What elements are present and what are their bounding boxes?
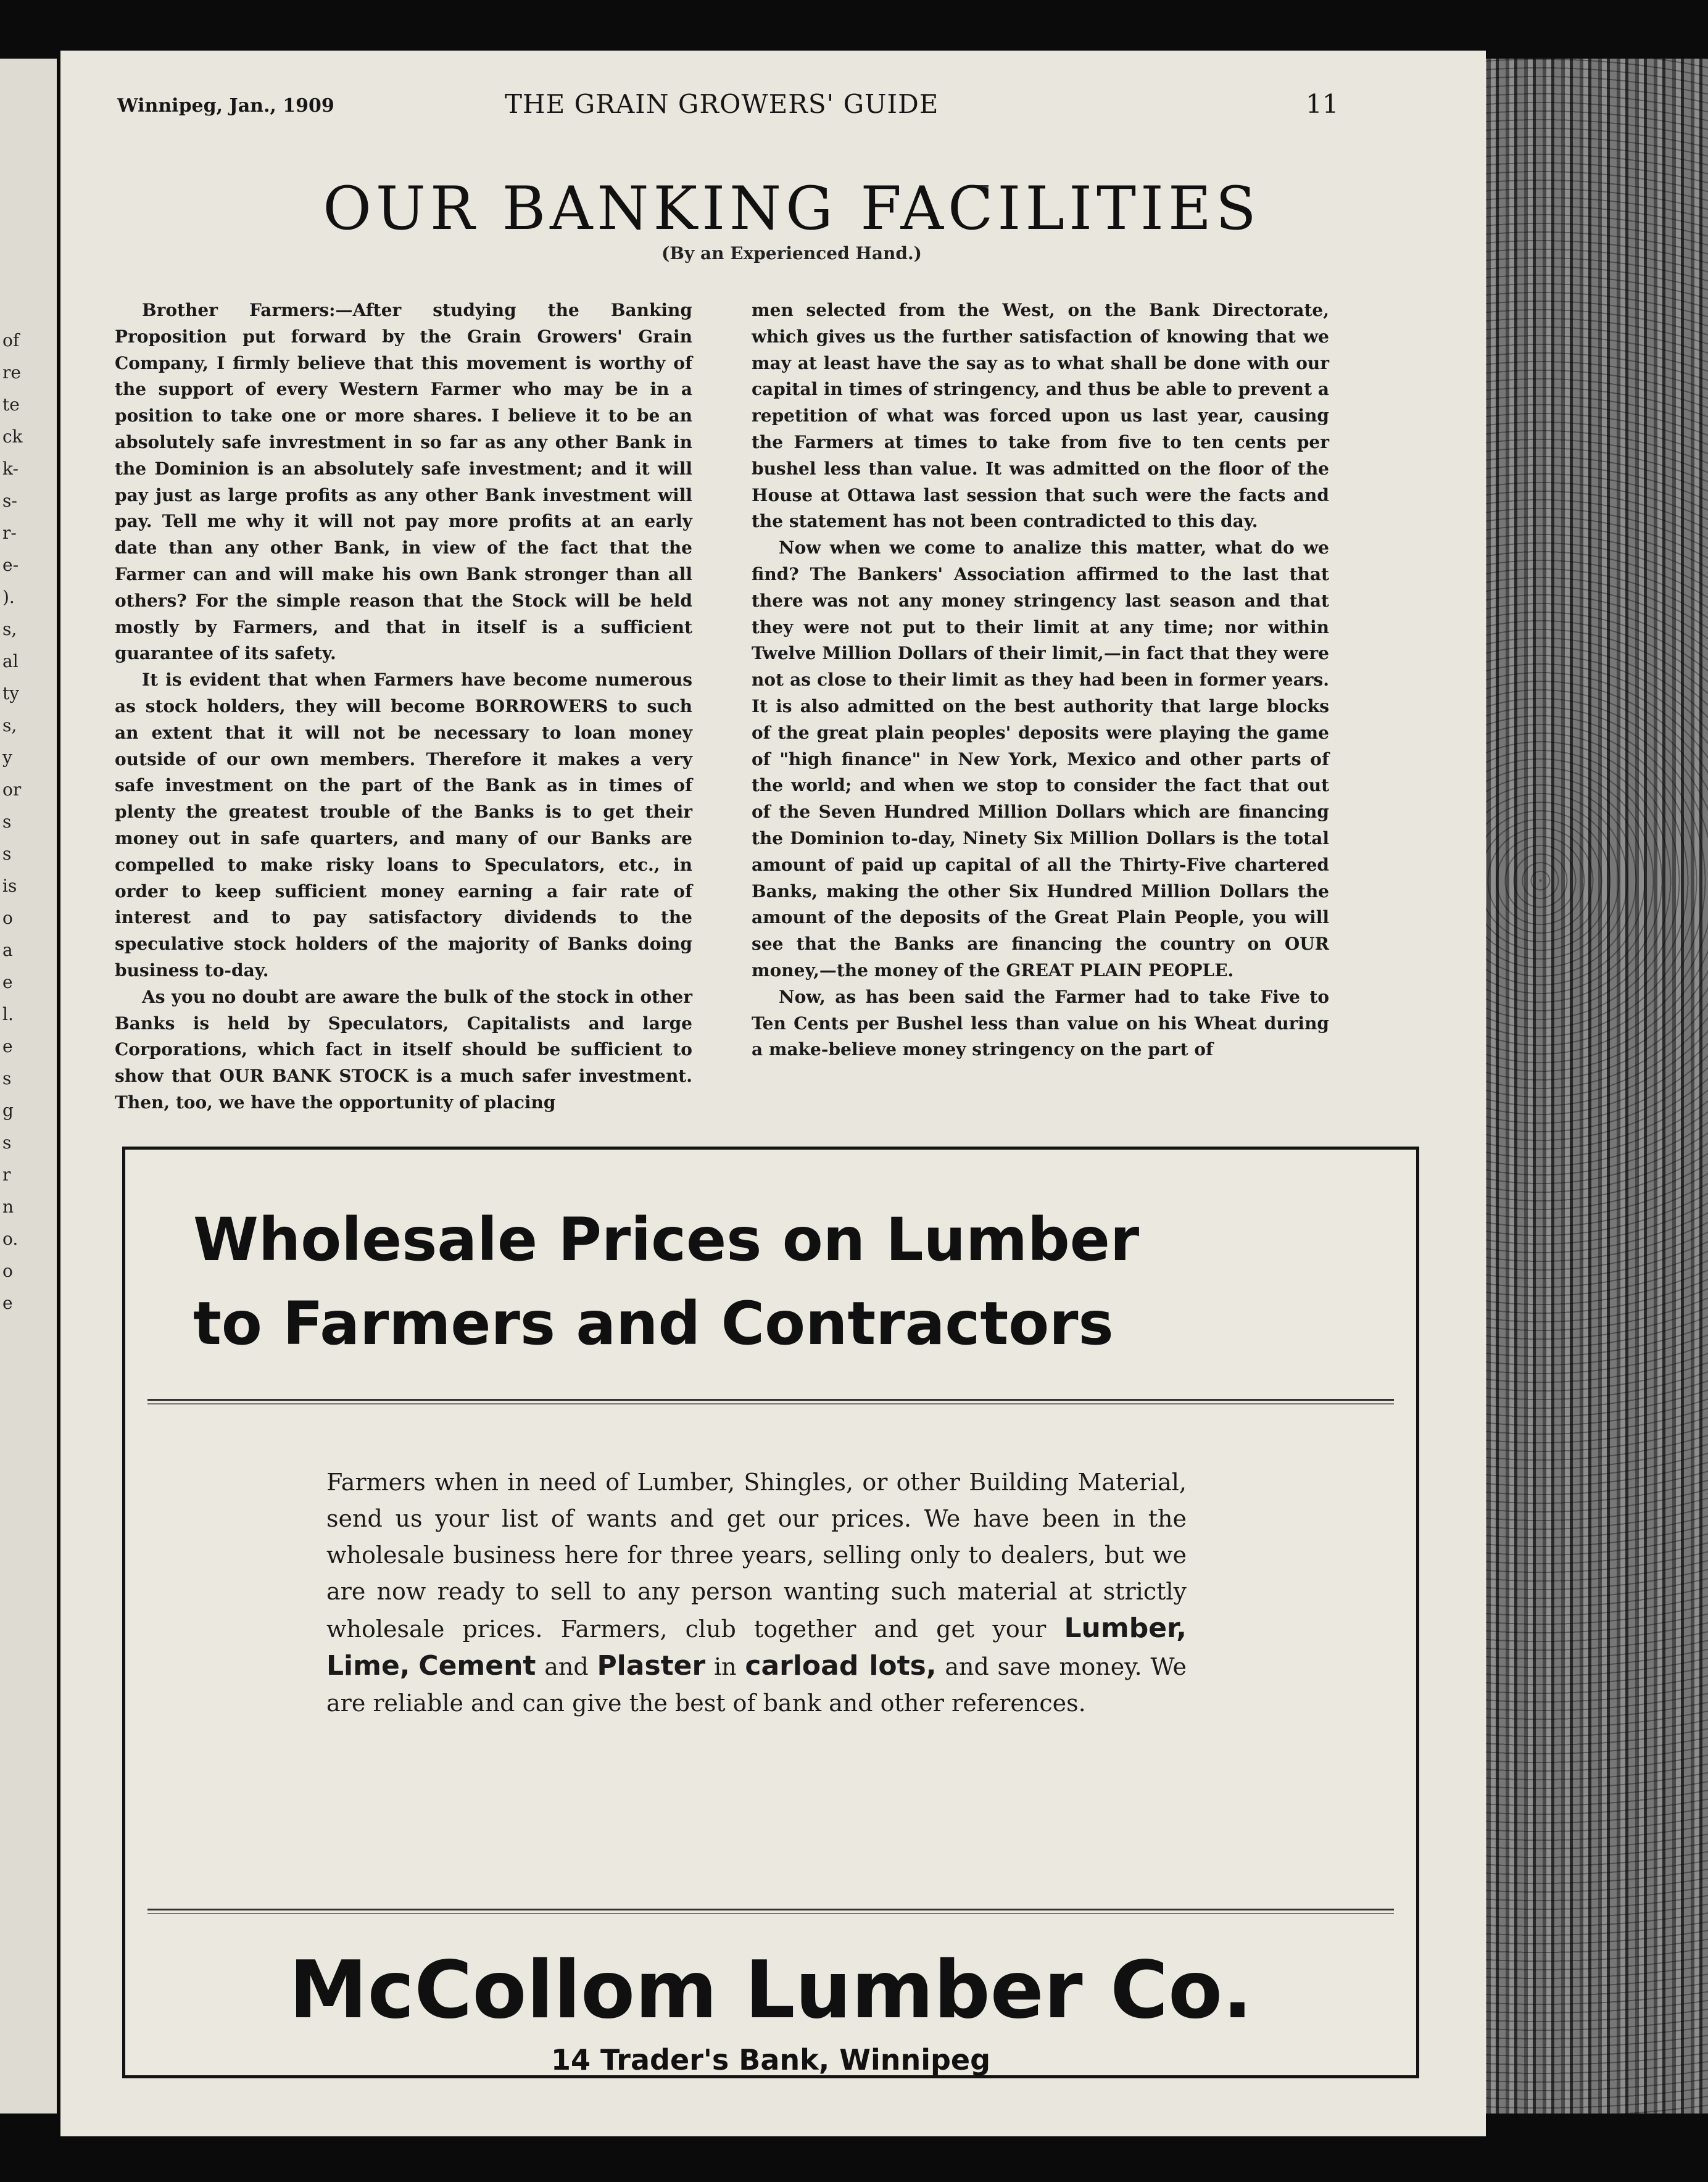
divider-rule xyxy=(147,1909,1394,1914)
page-number: 11 xyxy=(1306,89,1339,119)
previous-page-text-fragment: o xyxy=(2,908,13,928)
article-byline: (By an Experienced Hand.) xyxy=(661,243,922,263)
previous-page-text-fragment: te xyxy=(2,394,20,415)
article-column-left xyxy=(115,297,692,1116)
previous-page-text-fragment: s- xyxy=(2,491,17,511)
advertisement-headline-line: to Farmers and Contractors xyxy=(193,1289,1114,1358)
article-paragraph: Now, as has been said the Farmer had to take Five to Ten Cents per Bushel less than value on his Wheat during a make-believe money stringency on the part of xyxy=(752,986,1329,1060)
previous-page-text-fragment: al xyxy=(2,651,19,671)
previous-page-text-fragment: s xyxy=(2,1068,12,1089)
article-paragraph: It is evident that when Farmers have become numerous as stock holders, they will become BORROWERS to such an extent that it will not be necessary to loan money outside of our own members. Therefore it makes a very safe investment on the part of the Bank as in times of plenty the greatest trouble of the Banks is to get their money out in safe quarters, and many of our Banks are compelled to make risky loans to Speculators, etc., in order to keep sufficient money earning a fair rate of interest and to pay satisfactory dividends to the speculative stock holders of the majority of Banks doing business to-day. xyxy=(115,670,692,981)
lumber-advertisement xyxy=(122,1147,1419,2078)
advertisement-headline xyxy=(193,1198,1139,1366)
running-title: THE GRAIN GROWERS' GUIDE xyxy=(505,89,939,119)
advertisement-bold-text: carload lots, xyxy=(745,1650,937,1682)
article-headline: OUR BANKING FACILITIES xyxy=(323,174,1261,243)
previous-page-text-fragment: r- xyxy=(2,523,17,543)
previous-page-text-fragment: ). xyxy=(2,587,15,607)
previous-page-text-fragment: e xyxy=(2,1293,13,1313)
newspaper-page xyxy=(60,51,1486,2136)
previous-page-text-fragment: n xyxy=(2,1197,14,1217)
bound-volume-page-stack xyxy=(1469,59,1708,2114)
previous-page-text-fragment: o xyxy=(2,1261,13,1281)
previous-page-text-fragment: e- xyxy=(2,555,19,575)
previous-page-text-fragment: is xyxy=(2,876,17,896)
advertisement-body xyxy=(326,1464,1187,1722)
previous-page-text-fragment: ck xyxy=(2,426,23,447)
advertisement-bold-text: Lumber, Lime, xyxy=(326,1612,1187,1682)
article-paragraph: As you no doubt are aware the bulk of the stock in other Banks is held by Speculators, Capitalists and large Corporations, which fact in itself should be sufficient to show that OUR BANK STOCK is a much safer investment. Then, too, we have the opportunity of placing xyxy=(115,986,692,1113)
running-date: Winnipeg, Jan., 1909 xyxy=(117,95,334,117)
previous-page-text-fragment: re xyxy=(2,362,21,383)
previous-page-text-fragment: s xyxy=(2,1132,12,1153)
article-paragraph-continued: men selected from the West, on the Bank Directorate, which gives us the further satisfaction of knowing that we may at least have the say as to what shall be done with our capital in times of stringency, and thus be able to prevent a repetition of what was forced upon us last year, causing the Farmers at times to take from five to ten cents per bushel less than value. It was admitted on the floor of the House at Ottawa last session that such were the facts and the statement has not been contradicted to this day. xyxy=(752,300,1329,532)
advertisement-headline-line: Wholesale Prices on Lumber xyxy=(193,1205,1140,1274)
previous-page-text-fragment: or xyxy=(2,779,22,800)
article-paragraph: Now when we come to analize this matter, what do we find? The Bankers' Association affirmed to the last that there was not any money stringency last season and that they were not put to their limit at any time; nor within Twelve Million Dollars of their limit,—in fact that they were not as close to their limit as they had been in former years. It is also admitted on the best authority that large blocks of the great plain peoples' deposits were playing the game of "high finance" in New York, Mexico and other parts of the world; and when we stop to consider the fact that out of the Seven Hundred Million Dollars which are financing the Dominion to-day, Ninety Six Million Dollars is the total amount of paid up capital of all the Thirty-Five chartered Banks, making the other Six Hundred Million Dollars the amount of the deposits of the Great Plain People, you will see that the Banks are financing the country on OUR money,—the money of the GREAT PLAIN PEOPLE. xyxy=(752,537,1329,981)
company-address: 14 Trader's Bank, Winnipeg xyxy=(550,2043,991,2076)
previous-page-text-fragment: g xyxy=(2,1100,14,1121)
previous-page-text-fragment: s xyxy=(2,844,12,864)
previous-page-text-fragment: y xyxy=(2,747,12,768)
previous-page-text-fragment: ty xyxy=(2,683,20,703)
previous-page-text-fragment: e xyxy=(2,1036,13,1056)
previous-page-text-fragment: r xyxy=(2,1164,11,1185)
advertisement-body-text: and xyxy=(544,1653,589,1680)
previous-page-text-fragment: s, xyxy=(2,619,17,639)
previous-page-text-fragment: o. xyxy=(2,1229,19,1249)
advertisement-bold-text: Plaster xyxy=(597,1650,706,1682)
article-paragraph: Brother Farmers:—After studying the Banking Proposition put forward by the Grain Growers' Grain Company, I firmly believe that this movement is worthy of the support of every Western Farmer who may be in a position to take one or more shares. I believe it to be an absolutely safe invrestment in so far as any other Bank in the Dominion is an absolutely safe investment; and it will pay just as large profits as any other Bank investment will pay. Tell me why it will not pay more profits at an early date than any other Bank, in view of the fact that the Farmer can and will make his own Bank stronger than all others? For the simple reason that the Stock will be held mostly by Farmers, and that in itself is a sufficient guarantee of its safety. xyxy=(115,300,692,664)
previous-page-text-fragment: k- xyxy=(2,458,19,479)
previous-page-text-fragment: l. xyxy=(2,1004,14,1024)
advertisement-body-text: and save money. We are reliable and can give the best of bank and other references. xyxy=(326,1653,1187,1717)
previous-page-text-fragment: e xyxy=(2,972,13,992)
advertisement-body-text: Farmers when in need of Lumber, Shingles, or other Building Material, send us your list of wants and get our prices. We have been in the wholesale business here for three years, selling only to dealers, but we are now ready to sell to any person wanting such material at strictly wholesale prices. Farmers, club together and get your xyxy=(326,1469,1187,1643)
previous-page-edge xyxy=(0,59,57,2114)
previous-page-text-fragment: a xyxy=(2,940,13,960)
previous-page-text-fragment: s xyxy=(2,811,12,832)
advertisement-bold-text: Cement xyxy=(418,1650,536,1682)
article-column-right xyxy=(752,297,1329,1063)
company-name: McCollom Lumber Co. xyxy=(289,1944,1253,2036)
previous-page-text-fragment: of xyxy=(2,330,20,351)
previous-page-text-fragment: s, xyxy=(2,715,17,736)
divider-rule xyxy=(147,1399,1394,1404)
advertisement-body-text: in xyxy=(713,1653,737,1680)
